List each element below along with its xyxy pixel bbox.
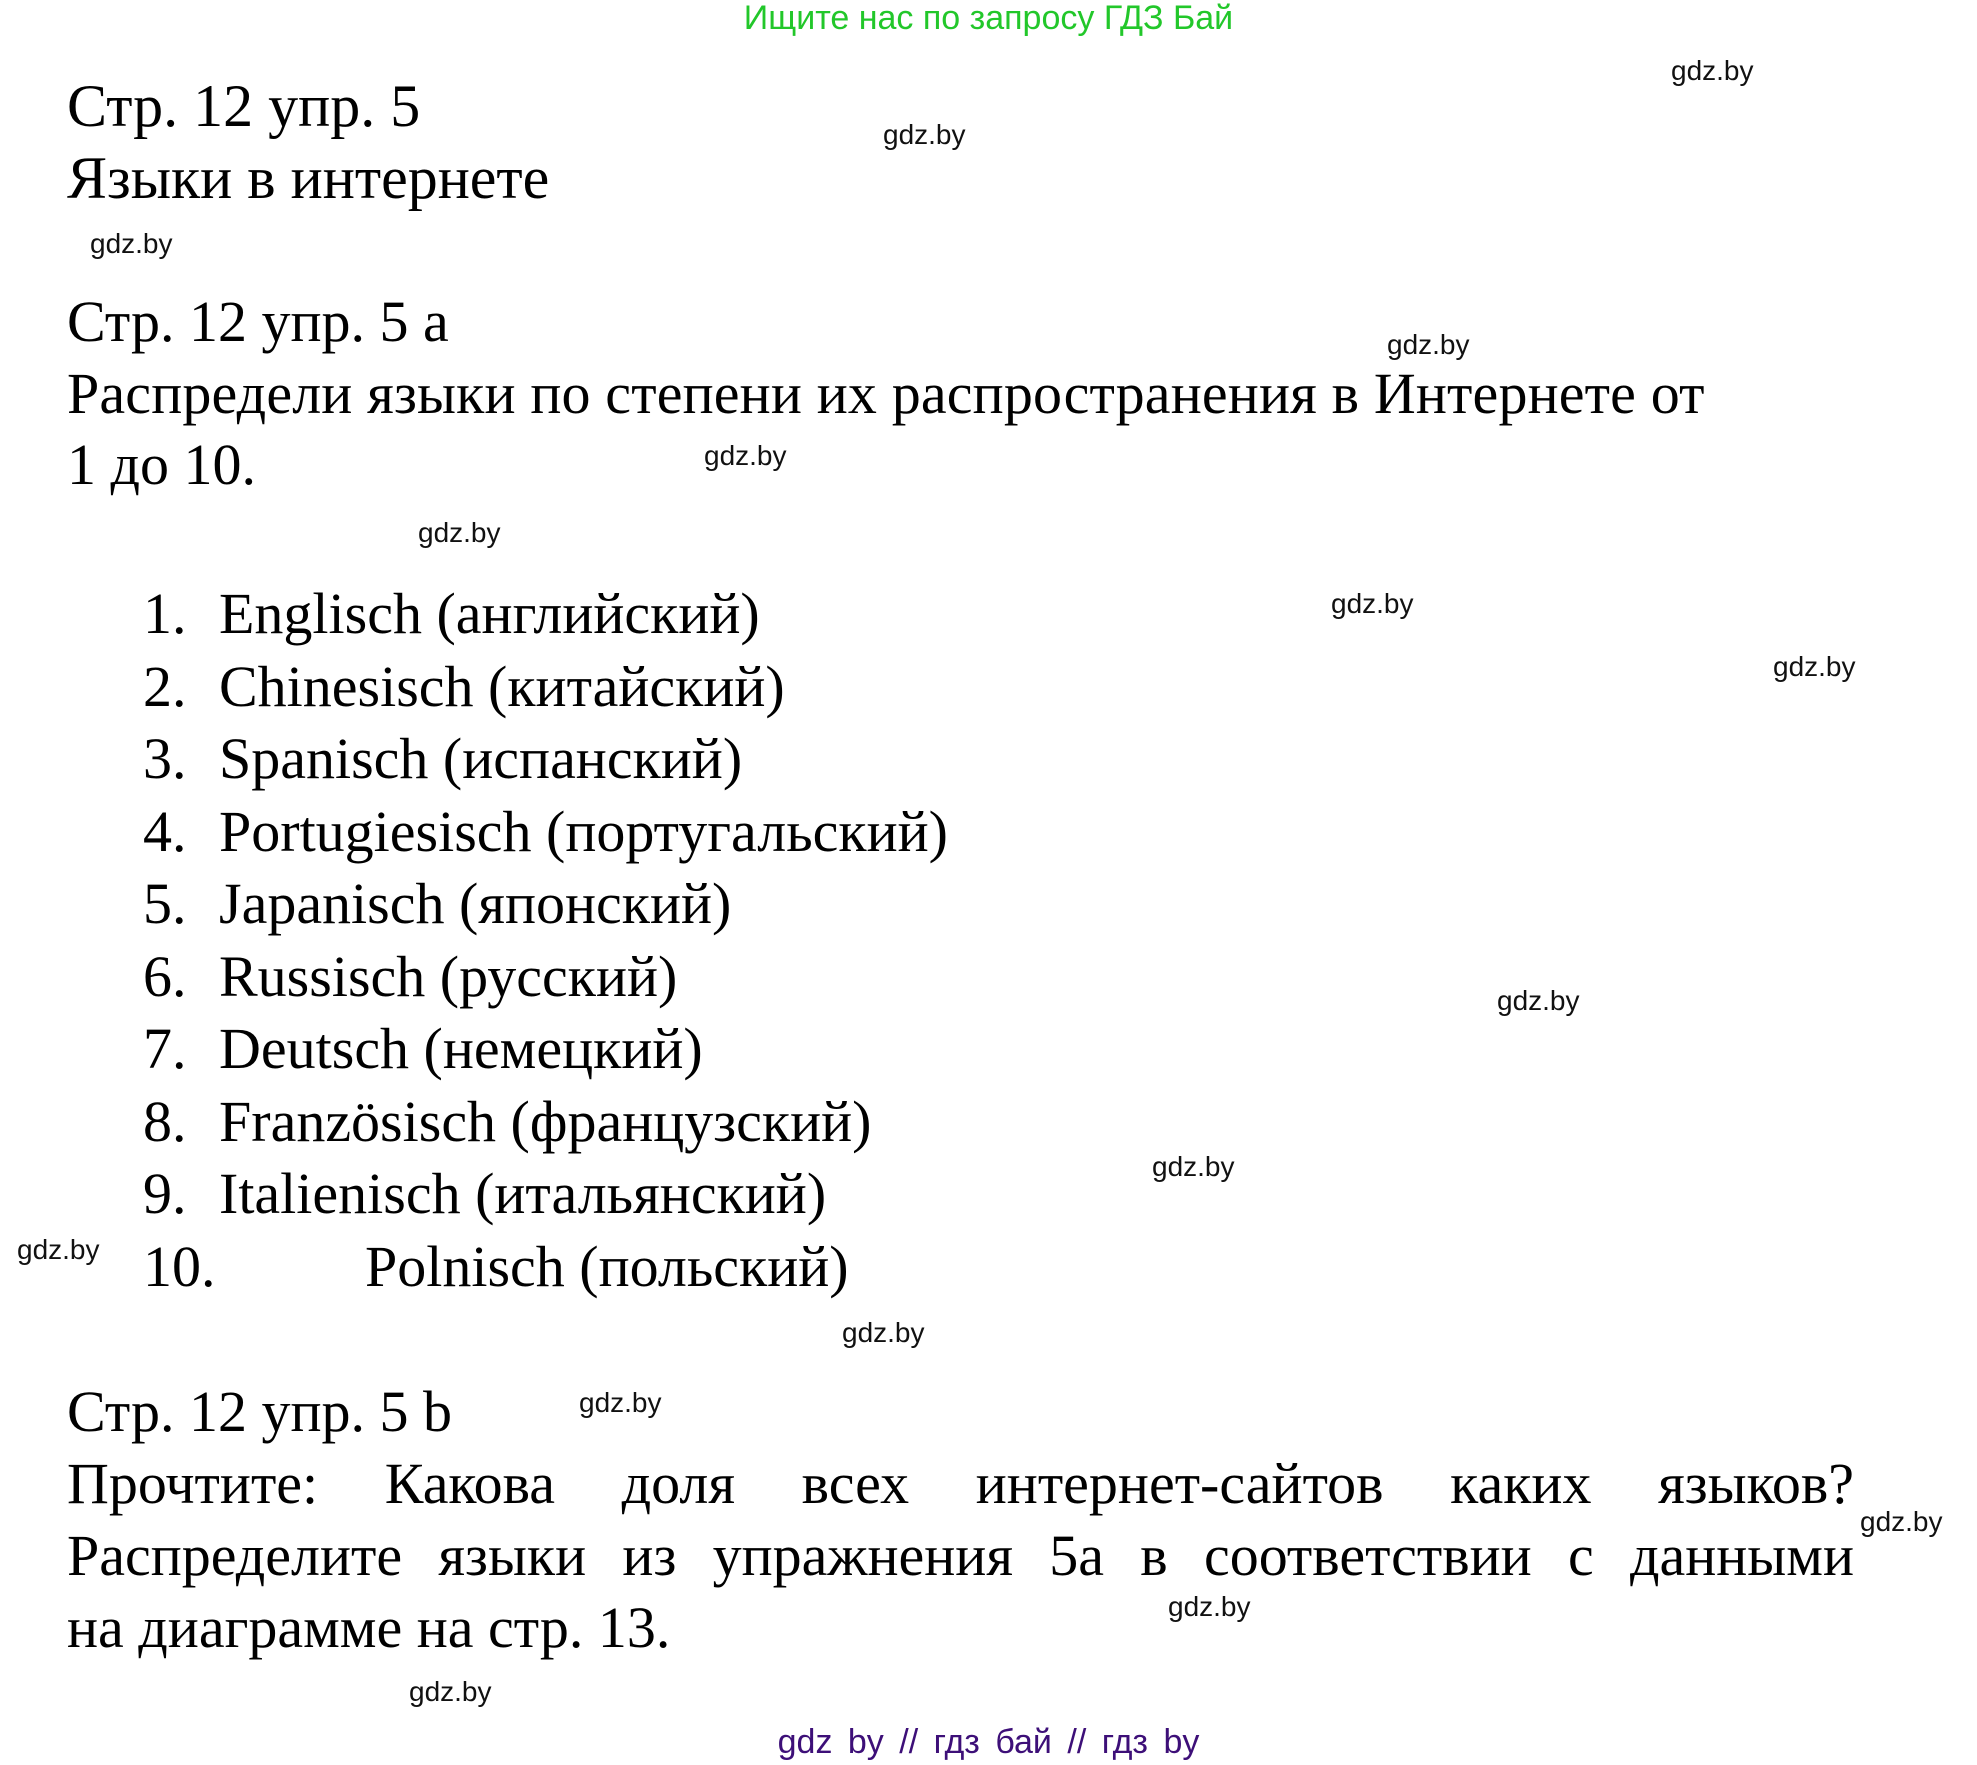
watermark: gdz.by [90,228,173,259]
list-item-number: 3. [143,726,187,791]
exercise-heading: Стр. 12 упр. 5 [67,73,421,139]
watermark: gdz.by [579,1387,662,1418]
bottom-banner: gdz by // гдз бай // гдз by [777,1723,1200,1761]
list-item-number: 8. [143,1088,187,1154]
list-item-number: 7. [143,1016,187,1081]
watermark: gdz.by [1168,1591,1251,1622]
list-item-text: Deutsch (немецкий) [219,1016,703,1081]
watermark: gdz.by [1497,985,1580,1016]
list-item-text: Chinesisch (китайский) [219,653,785,719]
top-banner: Ищите нас по запросу ГДЗ Бай [743,0,1234,37]
language-ranking-list [143,578,948,1303]
list-item-number: 5. [143,871,187,936]
watermark: gdz.by [409,1676,492,1707]
list-item [143,868,948,941]
list-item-text: Französisch (французский) [219,1088,872,1154]
watermark: gdz.by [842,1317,925,1348]
list-item-text: Polnisch (польский) [365,1233,849,1299]
list-item-text: Spanisch (испанский) [219,726,743,791]
list-item-text: Englisch (английский) [219,581,760,646]
watermark: gdz.by [1773,651,1856,682]
list-item [143,723,948,796]
exercise-b-task-line1: Прочтите: Какова доля всех интернет-сайтов каких языков? [67,1451,1854,1516]
watermark: gdz.by [704,440,787,471]
watermark: gdz.by [1331,588,1414,619]
watermark: gdz.by [17,1234,100,1265]
list-item-number: 10. [143,1233,216,1299]
list-item [143,578,948,651]
watermark: gdz.by [1860,1506,1943,1537]
watermark: gdz.by [1152,1151,1235,1182]
list-item [143,941,948,1014]
list-item-text: Italienisch (итальянский) [219,1161,827,1226]
exercise-b-task-line2: Распределите языки из упражнения 5a в соответствии с данными [67,1523,1854,1588]
watermark: gdz.by [1387,329,1470,360]
list-item [143,1013,948,1086]
exercise-title: Языки в интернете [67,145,550,211]
exercise-b-heading: Стр. 12 упр. 5 b [67,1379,453,1444]
watermark: gdz.by [883,119,966,150]
exercise-a-task-line2: 1 до 10. [67,432,257,497]
list-item-number: 9. [143,1161,187,1226]
list-item [143,1158,948,1231]
exercise-a-task-line1: Распредели языки по степени их распространения в Интернете от [67,361,1705,426]
list-item-number: 4. [143,798,187,864]
exercise-b-task-line3: на диаграмме на стр. 13. [67,1595,671,1660]
list-item [143,651,948,724]
list-item-number: 1. [143,581,187,646]
list-item-text: Russisch (русский) [219,943,678,1009]
list-item [143,1231,948,1304]
list-item [143,796,948,869]
watermark: gdz.by [1671,55,1754,86]
list-item-number: 6. [143,943,187,1009]
exercise-a-heading: Стр. 12 упр. 5 a [67,289,449,354]
list-item [143,1086,948,1159]
list-item-text: Japanisch (японский) [219,871,732,936]
watermark: gdz.by [418,517,501,548]
list-item-text: Portugiesisch (португальский) [219,798,948,864]
list-item-number: 2. [143,653,187,719]
